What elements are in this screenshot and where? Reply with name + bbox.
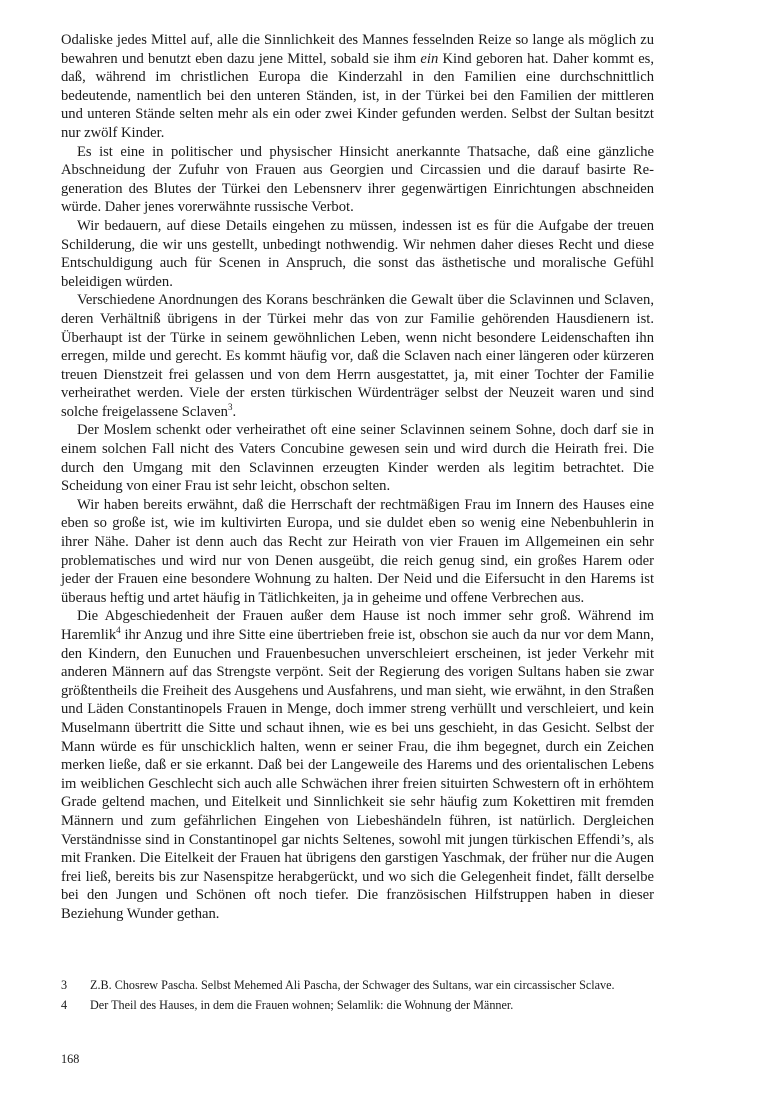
paragraph	[61, 607, 654, 923]
footnote-number: 3	[61, 978, 68, 992]
footnote-number: 4	[61, 998, 68, 1012]
text-run: Odaliske jedes Mittel auf, alle die Sinnlichkeit des Mannes fesselnden Reize so lange als möglich zu bewahren und benutzt eben dazu jene Mittel, sobald sie ihm	[61, 32, 654, 67]
text-run: Die Abgeschiedenheit der Frauen außer dem Hause ist noch immer sehr groß. Während im Haremlik	[61, 608, 654, 643]
emphasis: ein	[420, 50, 439, 67]
paragraph	[61, 496, 654, 608]
body-text	[61, 31, 654, 924]
footnote	[61, 997, 654, 1014]
paragraph	[61, 143, 654, 217]
text-run: Wir haben bereits erwähnt, daß die Herrschaft der rechtmäßigen Frau im Innern des Hauses eine eben so große ist, wie im kultivirten Europa, und sie duldet eben so wenig eine Nebenbuhlerin in ihrer Nähe. Daher ist denn auch das Recht zur Heirath von vier Frauen im Allgemeinen ein sehr problematisches und wird nur von Denen ausgeübt, die reich genug sind, ein großes Harem oder jeder der Frauen eine besondere Wohnung zu halten. Der Neid und die Eifersucht in den Harems ist überaus heftig und artet häufig in Tätlichkeiten, ja in geheime und offene Verbrechen aus.	[61, 496, 654, 606]
text-run: ihr Anzug und ihre Sitte eine übertrieben freie ist, obschon sie auch da nur vor dem Mann, den Kindern, den Eunuchen und Frauenbesuchen unverschleiert erscheinen, ist jeder Verkehr mit anderen Männern auf das Strengste verpönt. Seit der Regierung des vorigen Sultans haben sie zwar größtentheils die Freiheit des Ausgehens und Ausfahrens, und man sieht, wie erwähnt, in den Straßen und Läden Constantinopels Frauen in Menge, doch immer streng verhüllt und verschleiert, und kein Muselmann übertritt die Sitte und schaut ihnen, wie es bei uns geschieht, in das Gesicht. Selbst der Mann würde es für unschicklich halten, wenn er seiner Frau, die ihm begegnet, durch ein Zeichen merken ließe, daß er sie erkannt. Daß bei der Langeweile des Harems und des orientalischen Lebens im weiblichen Geschlecht sich auch alle Schwächen ihrer freien situirten Schwestern oft in erhöhtem Grade geltend machen, und Eitelkeit und Sinnlichkeit sie sehr häufig zum Kokettiren mit fremden Männern und zum gefährlichen Eingehen von Liebeshändeln führen, ist natürlich. Dergleichen Verständnisse sind in Constantinopel gar nichts Seltenes, sowohl mit jungen türkischen Effendi’s, als mit Franken. Die Eitelkeit der Frauen hat übrigens den garstigen Yaschmak, der früher nur die Augen frei ließ, bereits bis zur Nasenspitze herabgerückt, und wo sich die Gelegenheit findet, fällt derselbe bei den Jungen und Schönen oft noch tiefer. Die französischen Hilfstruppen haben in dieser Beziehung Wunder gethan.	[61, 627, 654, 922]
footnote-text: Z.B. Chosrew Pascha. Selbst Mehemed Ali Pascha, der Schwager des Sultans, war ein circassischer Sclave.	[90, 978, 615, 992]
footnote	[61, 977, 654, 994]
text-run: Es ist eine in politischer und physischer Hinsicht anerkannte Thatsache, daß eine gänzliche Abschneidung der Zufuhr von Frauen aus Georgien und Circassien und die darauf basirte Regeneration des Blutes der Türkei den Lebensnerv ihrer gegenwärtigen Einrichtungen abschneiden würde. Daher jenes vorerwähnte russische Verbot.	[61, 143, 654, 216]
text-run: Kind geboren hat. Daher kommt es, daß, während im christlichen Europa die Kinderzahl in den Familien eine durchschnittlich bedeutende, namentlich bei den unteren Ständen, ist, in der Türkei bei den Familien der mittleren und unteren Stände selten mehr als ein oder zwei Kinder gefunden werden. Selbst der Sultan besitzt nur zwölf Kinder.	[61, 50, 654, 141]
paragraph	[61, 291, 654, 421]
text-run: Wir bedauern, auf diese Details eingehen zu müssen, indessen ist es für die Aufgabe der treuen Schilderung, die wir uns gestellt, unbedingt nothwendig. Wir nehmen daher dieses Recht und diese Entschuldigung auch für Scenen in Anspruch, die sonst das ästhetische und moralische Gefühl beleidigen würden.	[61, 217, 654, 290]
page-number: 168	[61, 1052, 80, 1066]
paragraph	[61, 421, 654, 495]
footnote-reference: 3	[227, 402, 233, 413]
paragraph	[61, 31, 654, 143]
footnote-reference: 4	[116, 625, 121, 636]
text-run: Der Moslem schenkt oder verheirathet oft eine seiner Sclavinnen seinem Sohne, doch darf sie in einem solchen Fall nicht des Vaters Concubine gewesen sein und wird durch die Heirath frei. Die durch den Umgang mit den Sclavinnen erzeugten Kinder werden als legitim betrachtet. Die Scheidung von einer Frau ist sehr leicht, obschon selten.	[61, 422, 654, 495]
text-run: Verschiedene Anordnungen des Korans beschränken die Gewalt über die Sclavinnen und Sclaven, deren Verhältniß übrigens in der Türkei mehr das von zur Familie gehörenden Hausdienern ist. Überhaupt ist der Türke in seinem gewöhnlichen Leben, wenn nicht besondere Leidenschaften ihn erregen, milde und gerecht. Es kommt häufig vor, daß die Sclaven nach einer längeren oder kürzeren treuen Dienstzeit frei gelassen und von dem Herrn ausgestattet, ja, mit einer Tochter der Familie verheirathet werden. Viele der ersten türkischen Würdenträger selbst der Neuzeit waren und sind solche freigelassene Sclaven	[61, 292, 654, 420]
paragraph	[61, 217, 654, 291]
footnote-text: Der Theil des Hauses, in dem die Frauen wohnen; Selamlik: die Wohnung der Männer.	[90, 998, 514, 1012]
footnotes	[61, 977, 654, 1017]
text-run: .	[232, 403, 237, 420]
